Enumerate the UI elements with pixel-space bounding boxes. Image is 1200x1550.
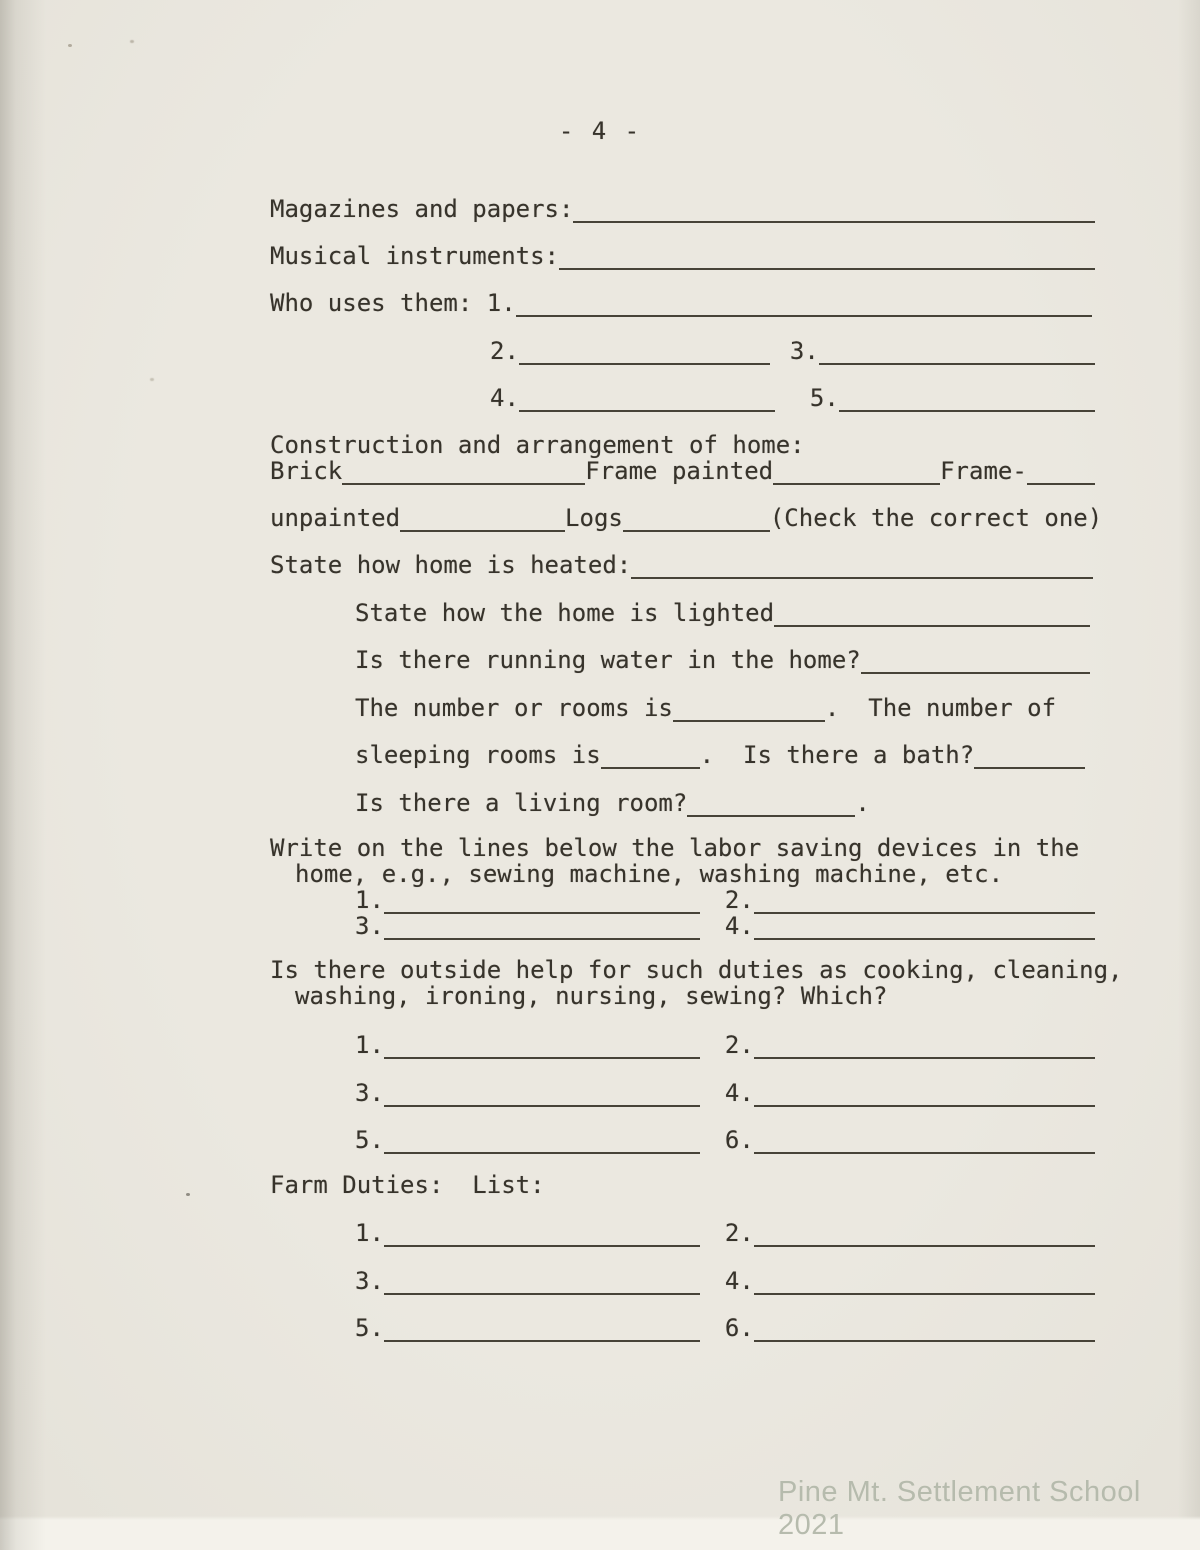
blank-line xyxy=(559,258,1095,270)
question-text: Write on the lines below the labor saving devices in the xyxy=(270,834,1080,862)
blank-line xyxy=(631,567,1093,579)
question-text: washing, ironing, nursing, sewing? Which? xyxy=(295,982,888,1010)
blank-line xyxy=(819,353,1095,365)
blank-line xyxy=(754,1283,1095,1295)
item-number: 1. xyxy=(355,886,384,914)
field-label: Frame painted xyxy=(585,457,774,485)
farm-duties-row-5-6 xyxy=(355,1315,1095,1342)
blank-line xyxy=(384,928,700,940)
blank-line xyxy=(519,353,770,365)
check-note: (Check the correct one) xyxy=(769,504,1103,532)
farm-duties-row-1-2 xyxy=(355,1220,1095,1247)
blank-line xyxy=(754,1235,1095,1247)
blank-line xyxy=(673,710,825,722)
item-number: 4. xyxy=(724,912,754,940)
item-number: 4. xyxy=(490,384,519,412)
item-number: 2. xyxy=(724,886,754,914)
outside-help-row-1-2 xyxy=(355,1032,1095,1059)
item-number: 6. xyxy=(724,1314,754,1342)
who-uses-row-2-3 xyxy=(490,338,1095,365)
page-number-text: - 4 - xyxy=(558,117,642,145)
field-label: Logs xyxy=(565,504,623,532)
field-label: Brick xyxy=(270,457,343,485)
field-label: Frame- xyxy=(940,457,1027,485)
blank-line xyxy=(754,1047,1095,1059)
blank-line xyxy=(1027,473,1095,485)
field-label: . Is there a bath? xyxy=(699,741,975,769)
item-number: 1. xyxy=(355,1031,384,1059)
field-magazines-papers xyxy=(270,196,1095,223)
labor-devices-row-3-4 xyxy=(355,913,1095,940)
construction-row-2 xyxy=(270,505,1102,532)
blank-line xyxy=(342,473,585,485)
field-label: State how home is heated: xyxy=(270,551,632,579)
heading-text: Construction and arrangement of home: xyxy=(270,431,805,459)
blank-line xyxy=(384,1095,700,1107)
field-label: The number or rooms is xyxy=(355,694,673,722)
question-text: Is there outside help for such duties as cooking, cleaning, xyxy=(270,956,1123,984)
outside-help-row-5-6 xyxy=(355,1127,1095,1154)
who-uses-row-4-5 xyxy=(490,385,1095,412)
blank-line xyxy=(384,1047,700,1059)
field-label: State how the home is lighted xyxy=(355,599,775,627)
item-number: 2. xyxy=(724,1031,754,1059)
field-label: Is there a living room? xyxy=(355,789,688,817)
blank-line xyxy=(754,1330,1095,1342)
item-number: 3. xyxy=(789,337,819,365)
watermark: Pine Mt. Settlement School 2021 xyxy=(778,1476,1141,1541)
outside-help-question-line-2 xyxy=(295,983,887,1009)
blank-line xyxy=(861,662,1090,674)
labor-devices-question-line-2 xyxy=(295,861,1003,887)
construction-heading xyxy=(270,432,805,458)
item-number: 3. xyxy=(355,1079,384,1107)
blank-line xyxy=(687,805,855,817)
farm-duties-heading xyxy=(270,1172,545,1198)
item-number: 4. xyxy=(724,1079,754,1107)
item-number: 3. xyxy=(355,912,384,940)
field-home-heated xyxy=(270,552,1093,579)
blank-line xyxy=(754,1142,1095,1154)
blank-line xyxy=(601,757,700,769)
field-number-of-rooms xyxy=(355,695,1056,722)
field-home-lighted xyxy=(355,600,1090,627)
blank-line xyxy=(516,305,1092,317)
blank-line xyxy=(384,1235,700,1247)
item-number: 5. xyxy=(355,1314,384,1342)
item-number: 1. xyxy=(486,289,516,317)
field-label: unpainted xyxy=(270,504,401,532)
field-running-water xyxy=(355,647,1090,674)
blank-line xyxy=(754,928,1095,940)
field-label: sleeping rooms is xyxy=(355,741,601,769)
outside-help-row-3-4 xyxy=(355,1080,1095,1107)
field-musical-instruments xyxy=(270,243,1095,270)
outside-help-question-line-1 xyxy=(270,957,1123,983)
blank-line xyxy=(623,520,770,532)
item-number: 6. xyxy=(724,1126,754,1154)
blank-line xyxy=(400,520,565,532)
item-number: 4. xyxy=(724,1267,754,1295)
period-text: . xyxy=(855,789,870,817)
page-number xyxy=(0,118,1200,144)
field-sleeping-rooms-bath xyxy=(355,742,1085,769)
field-label: Who uses them: xyxy=(270,289,487,317)
item-number: 5. xyxy=(355,1126,384,1154)
blank-line xyxy=(519,400,775,412)
construction-row-1 xyxy=(270,458,1095,485)
blank-line xyxy=(384,1283,700,1295)
item-number: 2. xyxy=(724,1219,754,1247)
item-number: 1. xyxy=(355,1219,384,1247)
blank-line xyxy=(754,1095,1095,1107)
blank-line xyxy=(384,1330,700,1342)
blank-line xyxy=(573,211,1095,223)
farm-duties-row-3-4 xyxy=(355,1268,1095,1295)
labor-devices-row-1-2 xyxy=(355,887,1095,914)
blank-line xyxy=(773,473,940,485)
blank-line xyxy=(839,400,1095,412)
field-living-room xyxy=(355,790,870,817)
field-label: Magazines and papers: xyxy=(270,195,574,223)
item-number: 2. xyxy=(490,337,519,365)
item-number: 5. xyxy=(809,384,839,412)
item-number: 3. xyxy=(355,1267,384,1295)
labor-devices-question-line-1 xyxy=(270,835,1079,861)
blank-line xyxy=(384,1142,700,1154)
question-text: home, e.g., sewing machine, washing machine, etc. xyxy=(295,860,1004,888)
field-who-uses-them xyxy=(270,290,1092,317)
blank-line xyxy=(774,615,1090,627)
field-label: Musical instruments: xyxy=(270,242,559,270)
field-label: . The number of xyxy=(824,694,1057,722)
blank-line xyxy=(974,757,1085,769)
field-label: Is there running water in the home? xyxy=(355,646,861,674)
heading-text: Farm Duties: List: xyxy=(270,1171,545,1199)
